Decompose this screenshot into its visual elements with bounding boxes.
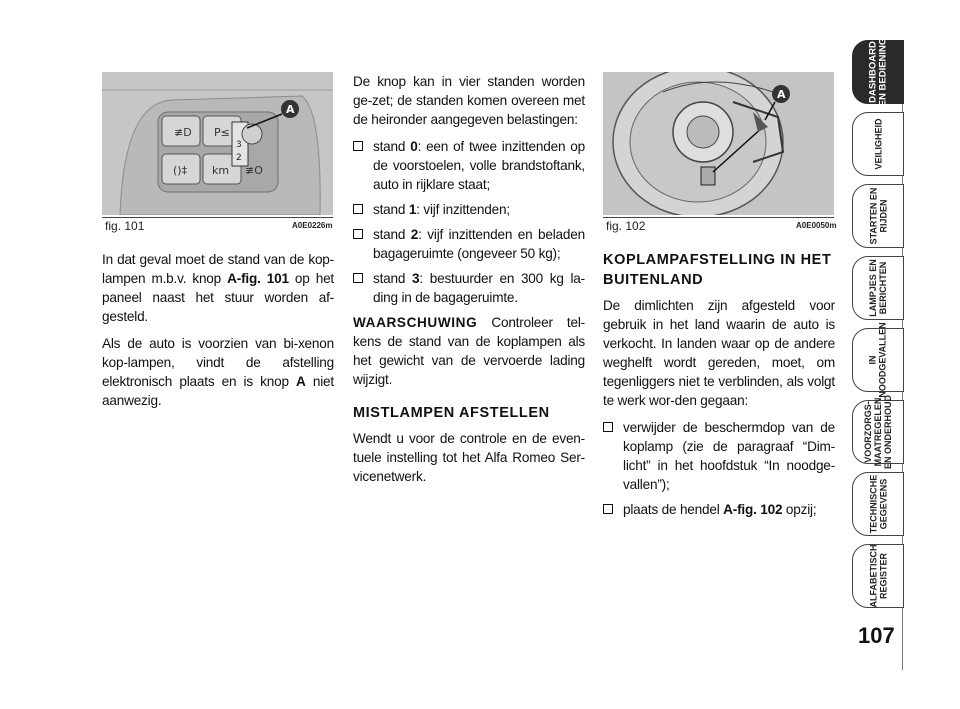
checkbox-bullet-icon [603, 422, 613, 432]
list-item: stand 1: vijf inzittenden; [353, 200, 585, 219]
section-heading-mistlampen: MISTLAMPEN AFSTELLEN [353, 405, 550, 421]
checkbox-bullet-icon [353, 204, 363, 214]
checkbox-bullet-icon [353, 273, 363, 283]
figure-101-image [102, 72, 333, 215]
chapter-tabs-sidebar [852, 37, 904, 670]
checkbox-bullet-icon [353, 229, 363, 239]
svg-text:()‡: ()‡ [173, 164, 188, 177]
dashboard-switch-panel-illustration [102, 72, 333, 215]
figure-102-caption: fig. 102 [606, 219, 646, 233]
figure-101-code: A0E0226m [292, 221, 333, 230]
column-1 [102, 250, 334, 418]
list-item: stand 0: een of twee inzittenden op de voorstoelen, volle brandstoftank, auto in rijklare staat; [353, 137, 585, 194]
svg-text:≢D: ≢D [174, 126, 192, 139]
list-item: stand 2: vijf inzittenden en beladen bagageruimte (ongeveer 50 kg); [353, 225, 585, 263]
section-heading-koplampafstelling: KOPLAMPAFSTELLING IN HET BUITENLAND [603, 252, 832, 288]
list-item: plaats de hendel A-fig. 102 opzij; [603, 500, 835, 519]
load-positions-list [353, 137, 585, 307]
tab-alfabetisch-register[interactable]: ALFABETISCH REGISTER [852, 544, 904, 608]
list-item: stand 3: bestuurder en 300 kg la-ding in de bagageruimte. [353, 269, 585, 307]
tab-veiligheid[interactable]: VEILIGHEID [852, 112, 904, 176]
tab-lampjes-en-berichten[interactable]: LAMPJES EN BERICHTEN [852, 256, 904, 320]
svg-text:3: 3 [236, 140, 242, 150]
list-item: verwijder de beschermdop van de koplamp (zie de paragraaf “Dim-licht” in het hoofdstuk “In noodge-vallen”); [603, 418, 835, 494]
paragraph-2: Als de auto is voorzien van bi-xenon kop-lampen, vindt de afstelling elektronisch plaats en is knop A niet aanwezig. [102, 336, 334, 408]
svg-text:2: 2 [236, 153, 242, 163]
checkbox-bullet-icon [603, 504, 613, 514]
tab-in-noodgevallen[interactable]: IN NOODGEVALLEN [852, 328, 904, 392]
tab-technische-gegevens[interactable]: TECHNISCHE GEGEVENS [852, 472, 904, 536]
paragraph-1: De dimlichten zijn afgesteld voor gebruik in het land waarin de auto is verkocht. In landen waar op de andere weghelft wordt gereden, moet, om tegenliggers niet te verblinden, als volgt te werk wor-den gegaan: [603, 298, 835, 408]
paragraph-last: Wendt u voor de controle en de even-tuele instelling tot het Alfa Romeo Ser-vicenetwerk. [353, 431, 585, 484]
tab-dashboard-en-bediening[interactable]: DASHBOARD EN BEDIENING [852, 40, 904, 104]
checkbox-bullet-icon [353, 141, 363, 151]
column-3 [603, 246, 835, 525]
steps-list [603, 418, 835, 519]
figure-101-caption-line [102, 217, 333, 218]
figure-102-code: A0E0050m [796, 221, 837, 230]
tab-starten-en-rijden[interactable]: STARTEN EN RIJDEN [852, 184, 904, 248]
svg-text:km: km [212, 164, 230, 177]
svg-text:A: A [286, 103, 295, 116]
svg-text:≢O: ≢O [245, 164, 263, 177]
figure-102-caption-line [603, 217, 834, 218]
svg-text:P≤: P≤ [214, 126, 230, 139]
warning-paragraph: WAARSCHUWING Controleer tel-kens de stand van de koplampen als het gewicht van de vervoerde lading wijzigt. [353, 315, 585, 387]
headlamp-rear-illustration [603, 72, 834, 215]
column-2 [353, 72, 585, 494]
tab-voorzorgsmaatregelen[interactable]: VOORZORGS- MAATREGELEN EN ONDERHOUD [852, 400, 904, 464]
figure-101-caption: fig. 101 [105, 219, 145, 233]
page-number: 107 [858, 623, 895, 648]
intro-paragraph: De knop kan in vier standen worden ge-zet; de standen komen overeen met de heironder aangegeven belastingen: [353, 74, 585, 127]
figure-102-image [603, 72, 834, 215]
paragraph-1: In dat geval moet de stand van de kop-lampen m.b.v. knop A-fig. 101 op het paneel naast het stuur worden af-gesteld. [102, 252, 335, 324]
svg-text:A: A [777, 88, 786, 101]
